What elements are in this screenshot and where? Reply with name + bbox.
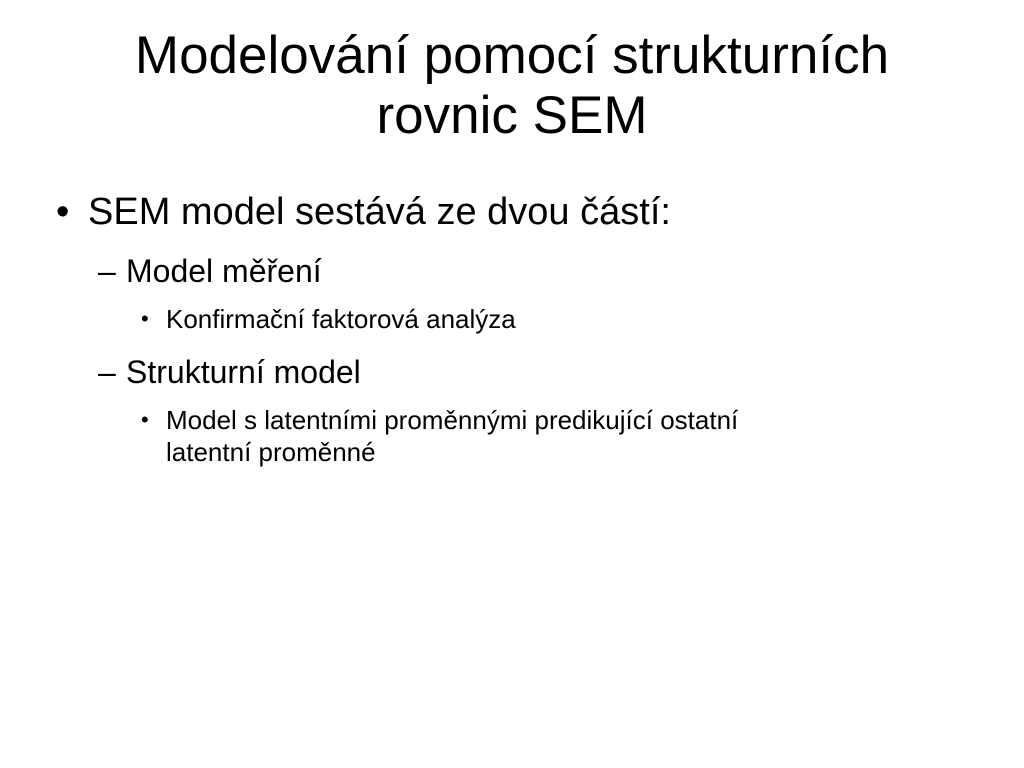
bullet-text: Strukturní model bbox=[126, 354, 361, 390]
bullet-text-line: latentní proměnné bbox=[166, 437, 376, 467]
bullet-dot-icon: • bbox=[141, 306, 149, 331]
bullet-dot-icon: • bbox=[56, 191, 70, 233]
bullet-dash-icon: – bbox=[98, 253, 116, 289]
bullet-dot-icon: • bbox=[141, 407, 149, 432]
bullet-dash-icon: – bbox=[98, 354, 116, 390]
bullet-text bbox=[166, 303, 926, 335]
bullet-text: Model měření bbox=[126, 253, 322, 289]
bullet-level-3-latent-prediction bbox=[56, 404, 926, 468]
slide-title bbox=[40, 26, 984, 146]
slide-title-line-2: rovnic SEM bbox=[376, 86, 648, 145]
bullet-text: SEM model sestává ze dvou částí: bbox=[88, 191, 671, 233]
bullet-level-2-structural-model bbox=[56, 353, 956, 391]
bullet-text bbox=[166, 404, 926, 468]
bullet-level-2-measurement-model bbox=[56, 252, 956, 290]
bullet-text-line: Model s latentními proměnnými predikující ostatní bbox=[166, 405, 739, 435]
bullet-level-3-cfa bbox=[56, 303, 926, 335]
bullet-text-line: Konfirmační faktorová analýza bbox=[166, 304, 516, 334]
slide-body bbox=[56, 190, 956, 468]
slide-title-line-1: Modelování pomocí strukturních bbox=[134, 26, 890, 85]
bullet-level-1 bbox=[56, 190, 956, 234]
